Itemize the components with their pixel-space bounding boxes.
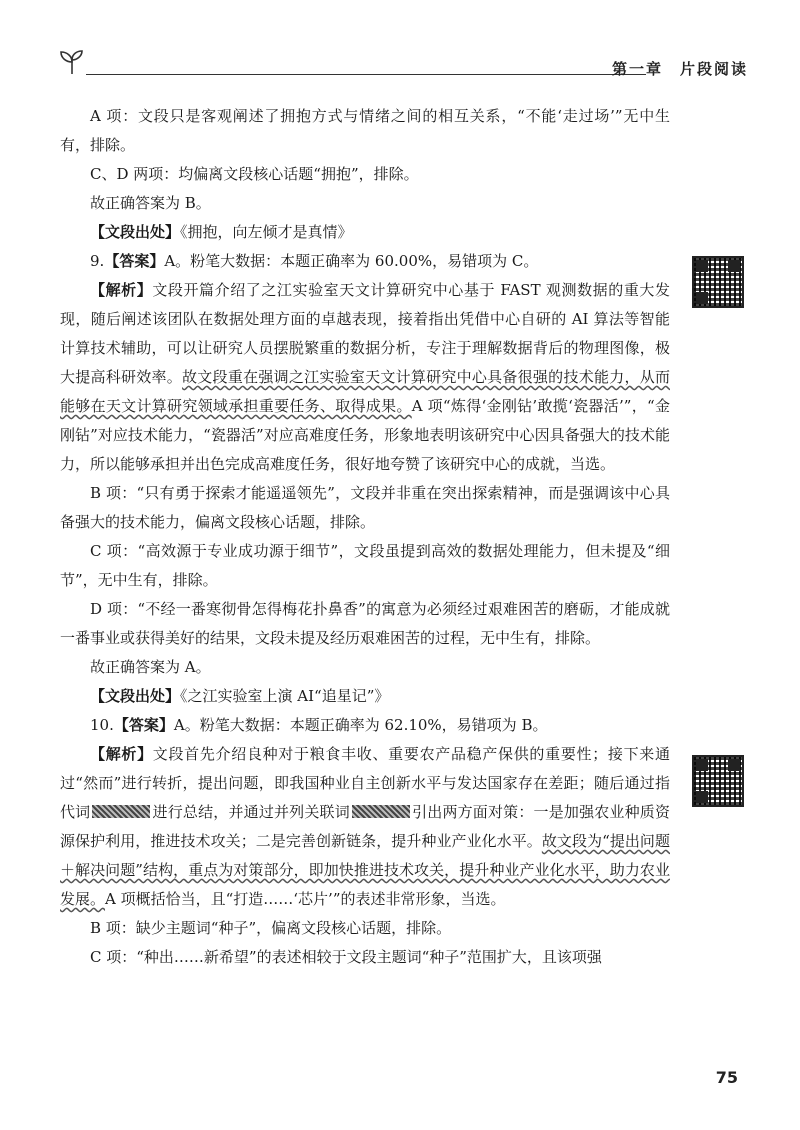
source-text: 《之江实验室上演 AI“追星记”》 <box>180 687 390 705</box>
paragraph: C 项：“种出……新希望”的表述相较于文段主题词“种子”范围扩大，且该项强 <box>90 948 602 966</box>
analysis-label: 【解析】 <box>90 745 153 763</box>
qr-code-icon <box>692 256 744 308</box>
paragraph: C 项：“高效源于专业成功源于细节”，文段虽提到高效的数据处理能力，但未提及“细节”，无中生有，排除。 <box>60 542 670 589</box>
paragraph: D 项：“不经一番寒彻骨怎得梅花扑鼻香”的寓意为必须经过艰难困苦的磨砺，才能成就一番事业或获得美好的结果，文段未提及经历艰难困苦的过程，无中生有，排除。 <box>60 600 670 647</box>
paragraph: C、D 两项：均偏离文段核心话题“拥抱”，排除。 <box>90 165 419 183</box>
answer-label: 【答案】 <box>104 252 165 270</box>
page-header <box>58 48 748 84</box>
analysis-text: 文段开篇介绍了之江实验室天文计算研究中心基于 FAST 观测数据的重大发现，随后阐述该团队在数据处理方面的卓越表现，接着指出凭借中心自研的 AI 算法等智能计算技术辅助，可以让研究人员摆脱繁重的数据分析，专注于理解数据背后的物理图像，极大提高科研效率。 <box>60 281 670 386</box>
analysis-paragraph <box>60 276 670 479</box>
answer-text: A。粉笔大数据：本题正确率为 60.00%，易错项为 C。 <box>164 252 539 270</box>
analysis-text: 引出两方面对策：一是加强农业种质资源保护利用，推进技术攻关；二是完善创新链条，提升种业产业化水平。 <box>60 803 670 850</box>
analysis-text: 进行总结，并通过并列关联词 <box>152 803 350 821</box>
source-line <box>60 682 670 711</box>
analysis-paragraph <box>60 740 670 914</box>
analysis-text: A 项“炼得‘金刚钻’敢揽‘瓷器活’”，“金刚钻”对应技术能力，“瓷器活”对应高难度任务，形象地表明该研究中心因具备强大的技术能力，所以能够承担并出色完成高难度任务，很好地夸赞了该研究中心的成就，当选。 <box>60 397 670 473</box>
analysis-text: 文段首先介绍良种对于粮食丰收、重要农产品稳产保供的重要性；接下来通过“然而”进行转折，提出问题，即我国种业自主创新水平与发达国家存在差距；随后通过指代词 <box>60 745 670 821</box>
analysis-label: 【解析】 <box>90 281 153 299</box>
answer-label: 【答案】 <box>113 716 174 734</box>
answer-line <box>60 711 670 740</box>
source-text: 《拥抱，向左倾才是真情》 <box>180 223 353 241</box>
qr-code-icon <box>692 755 744 807</box>
page-body <box>60 102 670 972</box>
paragraph: 故正确答案为 B。 <box>90 194 211 212</box>
emphasis-text: 故文段重在强调之江实验室天文计算研究中心具备很强的技术能力，从而能够在天文计算研究领域承担重要任务、取得成果。 <box>60 368 670 415</box>
source-label: 【文段出处】 <box>90 223 181 241</box>
redacted-word <box>92 805 150 818</box>
header-rule <box>86 74 646 75</box>
paragraph: 故正确答案为 A。 <box>90 658 211 676</box>
paragraph: B 项：缺少主题词“种子”，偏离文段核心话题，排除。 <box>90 919 452 937</box>
redacted-word <box>352 805 410 818</box>
question-number: 10. <box>90 716 114 734</box>
question-number: 9. <box>90 252 105 270</box>
paragraph: A 项：文段只是客观阐述了拥抱方式与情绪之间的相互关系，“不能‘走过场’”无中生有，排除。 <box>60 107 670 154</box>
analysis-text: A 项概括恰当，且“打造……‘芯片’”的表述非常形象，当选。 <box>105 890 506 908</box>
page-number: 75 <box>715 1068 738 1087</box>
source-line <box>60 218 670 247</box>
answer-text: A。粉笔大数据：本题正确率为 62.10%，易错项为 B。 <box>173 716 548 734</box>
emphasis-text: 故文段为“提出问题＋解决问题”结构，重点为对策部分，即加快推进技术攻关，提升种业产业化水平，助力农业发展。 <box>60 832 670 908</box>
answer-line <box>60 247 670 276</box>
paragraph: B 项：“只有勇于探索才能遥遥领先”，文段并非重在突出探索精神，而是强调该中心具备强大的技术能力，偏离文段核心话题，排除。 <box>60 484 670 531</box>
leaf-icon <box>58 48 88 78</box>
chapter-title: 第一章 片段阅读 <box>611 60 748 78</box>
source-label: 【文段出处】 <box>90 687 181 705</box>
